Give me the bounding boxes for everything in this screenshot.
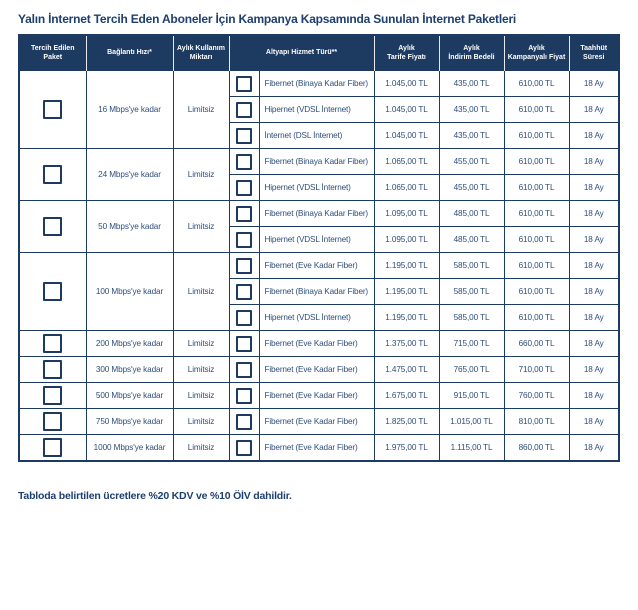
campaign-cell: 610,00 TL [504,175,569,201]
quota-cell: Limitsiz [173,149,229,201]
service-cell: Fibernet (Binaya Kadar Fiber) [259,201,374,227]
service-checkbox-cell [229,201,259,227]
service-cell: Fibernet (Eve Kadar Fiber) [259,435,374,462]
campaign-cell: 810,00 TL [504,409,569,435]
service-checkbox-cell [229,253,259,279]
service-checkbox-cell [229,279,259,305]
tariff-cell: 1.065,00 TL [374,175,439,201]
service-select-checkbox[interactable] [236,440,252,456]
service-cell: Hipernet (VDSL İnternet) [259,305,374,331]
column-header-speed: Bağlantı Hızı* [86,35,173,71]
discount-cell: 1.115,00 TL [439,435,504,462]
discount-cell: 915,00 TL [439,383,504,409]
service-select-checkbox[interactable] [236,336,252,352]
tariff-cell: 1.675,00 TL [374,383,439,409]
package-select-checkbox[interactable] [43,334,62,353]
column-header-tariff-price: Aylık Tarife Fiyatı [374,35,439,71]
service-select-checkbox[interactable] [236,102,252,118]
tariff-cell: 1.475,00 TL [374,357,439,383]
package-checkbox-cell [19,383,86,409]
quota-cell: Limitsiz [173,409,229,435]
speed-cell: 300 Mbps'ye kadar [86,357,173,383]
package-checkbox-cell [19,357,86,383]
tariff-cell: 1.825,00 TL [374,409,439,435]
service-checkbox-cell [229,123,259,149]
speed-cell: 50 Mbps'ye kadar [86,201,173,253]
quota-cell: Limitsiz [173,383,229,409]
tariff-cell: 1.195,00 TL [374,305,439,331]
quota-cell: Limitsiz [173,357,229,383]
term-cell: 18 Ay [569,97,619,123]
campaign-cell: 760,00 TL [504,383,569,409]
service-cell: Fibernet (Eve Kadar Fiber) [259,331,374,357]
service-row [19,253,619,279]
term-cell: 18 Ay [569,279,619,305]
package-select-checkbox[interactable] [43,438,62,457]
column-header-package: Tercih Edilen Paket [19,35,86,71]
column-header-quota: Aylık Kullanım Miktarı [173,35,229,71]
service-row [19,357,619,383]
term-cell: 18 Ay [569,409,619,435]
service-select-checkbox[interactable] [236,310,252,326]
service-checkbox-cell [229,227,259,253]
package-checkbox-cell [19,253,86,331]
service-row [19,71,619,97]
package-checkbox-cell [19,71,86,149]
term-cell: 18 Ay [569,71,619,97]
service-checkbox-cell [229,435,259,462]
service-row [19,331,619,357]
package-checkbox-cell [19,331,86,357]
discount-cell: 485,00 TL [439,227,504,253]
campaign-cell: 660,00 TL [504,331,569,357]
discount-cell: 585,00 TL [439,253,504,279]
term-cell: 18 Ay [569,253,619,279]
service-select-checkbox[interactable] [236,206,252,222]
packages-table-wrap [18,34,620,462]
service-checkbox-cell [229,357,259,383]
speed-cell: 1000 Mbps'ye kadar [86,435,173,462]
speed-cell: 750 Mbps'ye kadar [86,409,173,435]
term-cell: 18 Ay [569,305,619,331]
campaign-cell: 710,00 TL [504,357,569,383]
service-select-checkbox[interactable] [236,180,252,196]
service-row [19,149,619,175]
package-select-checkbox[interactable] [43,360,62,379]
header-row [19,35,619,71]
tariff-cell: 1.195,00 TL [374,279,439,305]
speed-cell: 24 Mbps'ye kadar [86,149,173,201]
campaign-cell: 860,00 TL [504,435,569,462]
service-row [19,435,619,462]
column-header-discount: Aylık İndirim Bedeli [439,35,504,71]
speed-cell: 500 Mbps'ye kadar [86,383,173,409]
packages-table [18,34,620,462]
discount-cell: 585,00 TL [439,279,504,305]
service-select-checkbox[interactable] [236,76,252,92]
tariff-cell: 1.045,00 TL [374,123,439,149]
tariff-cell: 1.045,00 TL [374,97,439,123]
quota-cell: Limitsiz [173,331,229,357]
discount-cell: 435,00 TL [439,71,504,97]
discount-cell: 435,00 TL [439,97,504,123]
tariff-cell: 1.375,00 TL [374,331,439,357]
column-header-service-type: Altyapı Hizmet Türü** [229,35,374,71]
package-checkbox-cell [19,201,86,253]
package-select-checkbox[interactable] [43,386,62,405]
campaign-cell: 610,00 TL [504,71,569,97]
speed-cell: 16 Mbps'ye kadar [86,71,173,149]
service-cell: Fibernet (Binaya Kadar Fiber) [259,149,374,175]
discount-cell: 435,00 TL [439,123,504,149]
term-cell: 18 Ay [569,331,619,357]
campaign-cell: 610,00 TL [504,227,569,253]
service-select-checkbox[interactable] [236,258,252,274]
term-cell: 18 Ay [569,175,619,201]
service-checkbox-cell [229,305,259,331]
service-checkbox-cell [229,331,259,357]
service-cell: Hipernet (VDSL İnternet) [259,97,374,123]
campaign-cell: 610,00 TL [504,305,569,331]
term-cell: 18 Ay [569,123,619,149]
term-cell: 18 Ay [569,383,619,409]
campaign-cell: 610,00 TL [504,253,569,279]
service-cell: Hipernet (VDSL İnternet) [259,175,374,201]
quota-cell: Limitsiz [173,435,229,462]
column-header-campaign-price: Aylık Kampanyalı Fiyat [504,35,569,71]
campaign-cell: 610,00 TL [504,149,569,175]
discount-cell: 765,00 TL [439,357,504,383]
column-header-term: Taahhüt Süresi [569,35,619,71]
package-select-checkbox[interactable] [43,217,62,236]
service-select-checkbox[interactable] [236,284,252,300]
service-cell: Hipernet (VDSL İnternet) [259,227,374,253]
service-cell: Fibernet (Eve Kadar Fiber) [259,383,374,409]
term-cell: 18 Ay [569,149,619,175]
service-checkbox-cell [229,383,259,409]
service-cell: Fibernet (Binaya Kadar Fiber) [259,279,374,305]
discount-cell: 455,00 TL [439,175,504,201]
service-checkbox-cell [229,175,259,201]
service-select-checkbox[interactable] [236,232,252,248]
term-cell: 18 Ay [569,201,619,227]
service-cell: Fibernet (Eve Kadar Fiber) [259,253,374,279]
service-row [19,383,619,409]
quota-cell: Limitsiz [173,253,229,331]
package-select-checkbox[interactable] [43,412,62,431]
campaign-cell: 610,00 TL [504,201,569,227]
discount-cell: 455,00 TL [439,149,504,175]
term-cell: 18 Ay [569,435,619,462]
tariff-cell: 1.045,00 TL [374,71,439,97]
campaign-cell: 610,00 TL [504,279,569,305]
service-cell: Fibernet (Eve Kadar Fiber) [259,409,374,435]
tariff-cell: 1.095,00 TL [374,227,439,253]
package-checkbox-cell [19,435,86,462]
discount-cell: 485,00 TL [439,201,504,227]
service-select-checkbox[interactable] [236,414,252,430]
term-cell: 18 Ay [569,227,619,253]
campaign-cell: 610,00 TL [504,97,569,123]
service-select-checkbox[interactable] [236,154,252,170]
package-checkbox-cell [19,149,86,201]
service-row [19,409,619,435]
package-select-checkbox[interactable] [43,282,62,301]
package-select-checkbox[interactable] [43,100,62,119]
package-select-checkbox[interactable] [43,165,62,184]
tariff-cell: 1.095,00 TL [374,201,439,227]
tax-note: Tabloda belirtilen ücretlere %20 KDV ve %10 ÖİV dahildir. [18,490,292,502]
package-checkbox-cell [19,409,86,435]
service-checkbox-cell [229,149,259,175]
service-select-checkbox[interactable] [236,388,252,404]
tariff-cell: 1.975,00 TL [374,435,439,462]
service-cell: İnternet (DSL İnternet) [259,123,374,149]
term-cell: 18 Ay [569,357,619,383]
quota-cell: Limitsiz [173,201,229,253]
discount-cell: 1.015,00 TL [439,409,504,435]
service-checkbox-cell [229,71,259,97]
tariff-cell: 1.195,00 TL [374,253,439,279]
service-cell: Fibernet (Binaya Kadar Fiber) [259,71,374,97]
service-checkbox-cell [229,97,259,123]
discount-cell: 715,00 TL [439,331,504,357]
campaign-cell: 610,00 TL [504,123,569,149]
speed-cell: 100 Mbps'ye kadar [86,253,173,331]
service-row [19,201,619,227]
service-select-checkbox[interactable] [236,128,252,144]
service-cell: Fibernet (Eve Kadar Fiber) [259,357,374,383]
quota-cell: Limitsiz [173,71,229,149]
discount-cell: 585,00 TL [439,305,504,331]
service-checkbox-cell [229,409,259,435]
page-title: Yalın İnternet Tercih Eden Aboneler İçin Kampanya Kapsamında Sunulan İnternet Paketleri [18,12,517,26]
speed-cell: 200 Mbps'ye kadar [86,331,173,357]
service-select-checkbox[interactable] [236,362,252,378]
tariff-cell: 1.065,00 TL [374,149,439,175]
